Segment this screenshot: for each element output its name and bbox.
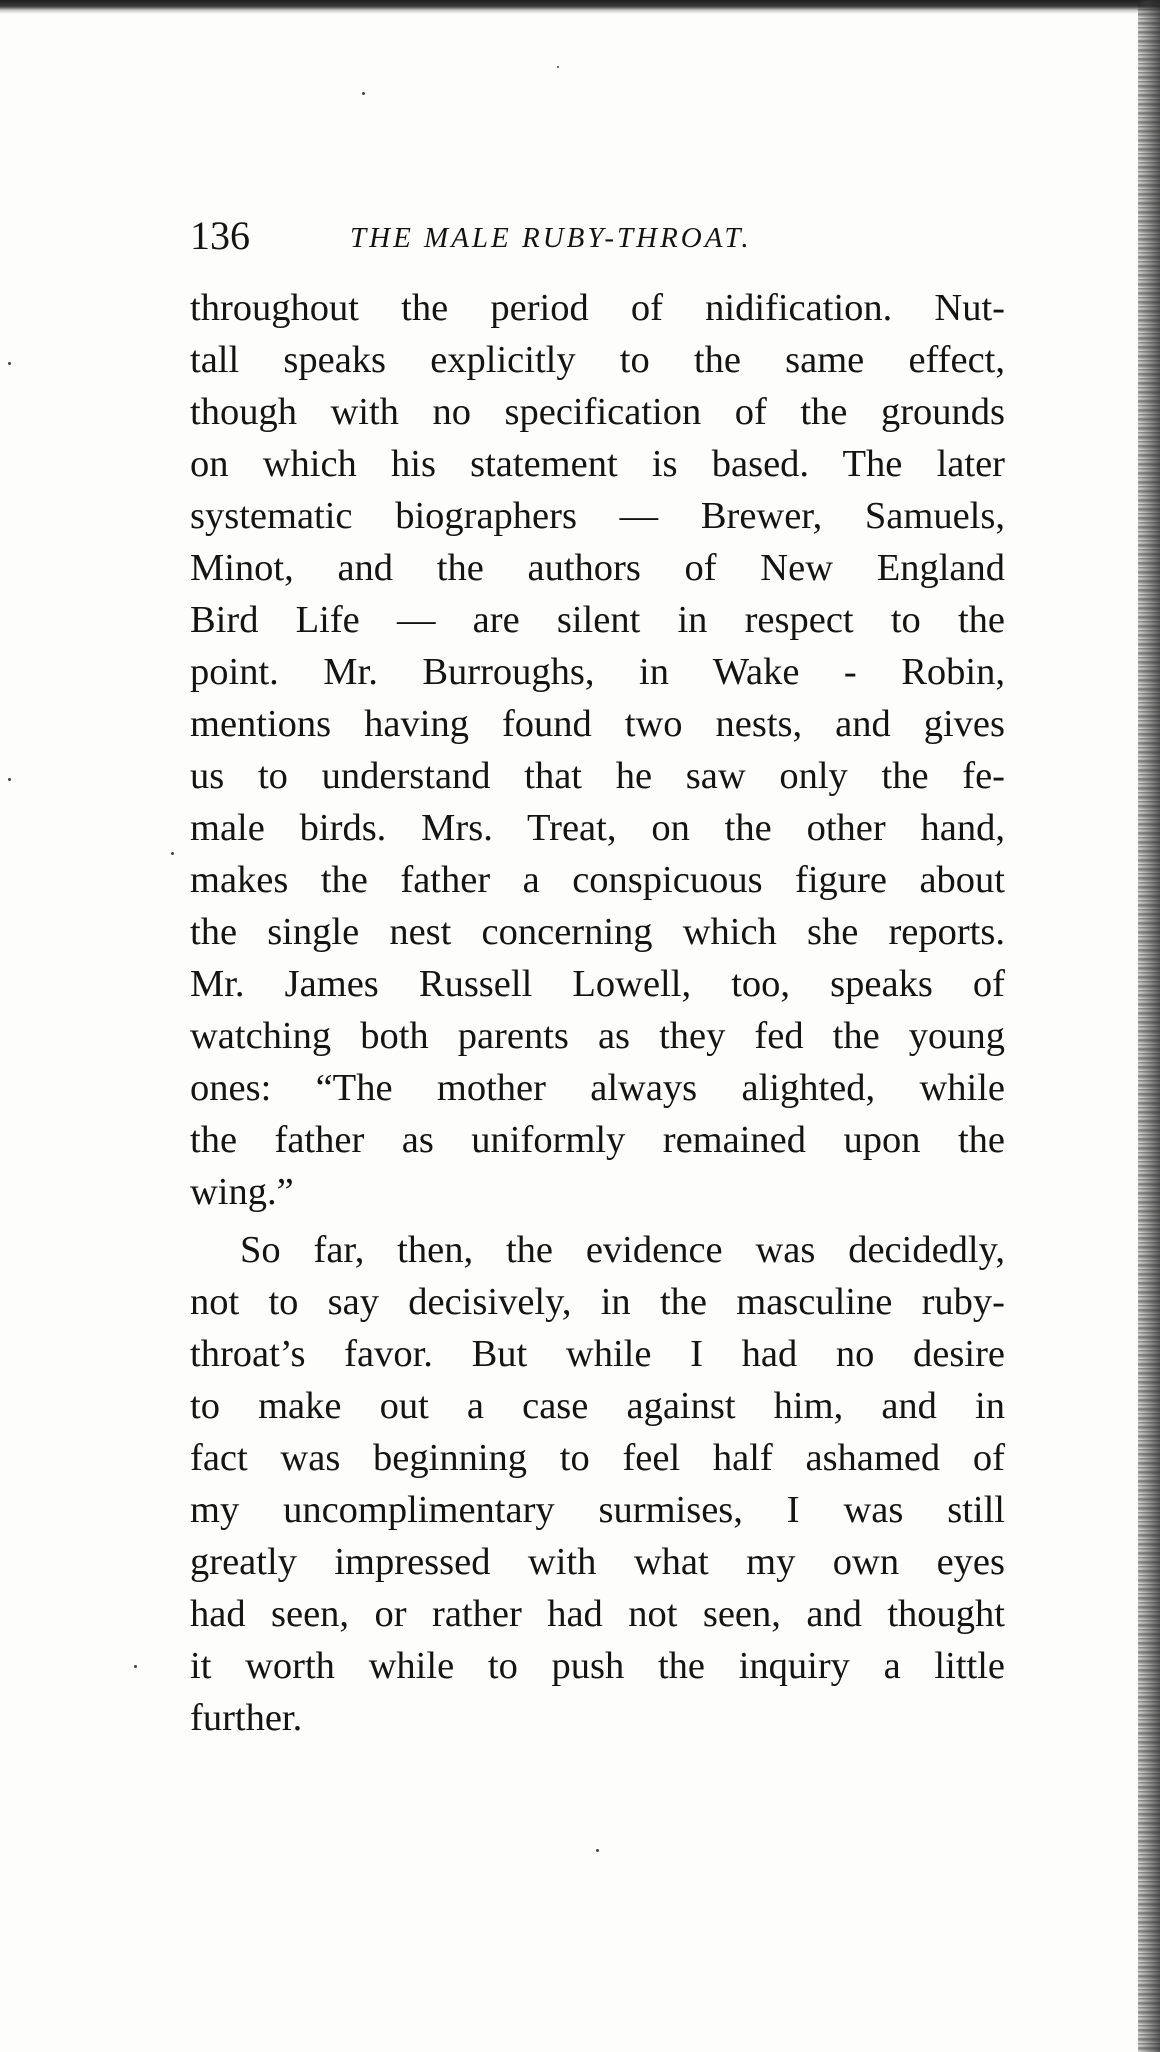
text-line: Mr. James Russell Lowell, too, speaks of	[190, 963, 1005, 1005]
text-line: mentions having found two nests, and gives	[190, 703, 1005, 745]
scan-speck	[362, 92, 365, 95]
text-line: to make out a case against him, and in	[190, 1385, 1005, 1427]
text-line: though with no specification of the grounds	[190, 391, 1005, 433]
text-line: my uncomplimentary surmises, I was still	[190, 1489, 1005, 1531]
scan-speck	[557, 66, 559, 68]
text-line: point. Mr. Burroughs, in Wake - Robin,	[190, 651, 1005, 693]
text-line: wing.”	[190, 1171, 294, 1213]
text-line: systematic biographers — Brewer, Samuels,	[190, 495, 1005, 537]
text-line: watching both parents as they fed the young	[190, 1015, 1005, 1057]
scan-speck	[134, 1665, 137, 1668]
text-line: the single nest concerning which she reports.	[190, 911, 1005, 953]
text-line: male birds. Mrs. Treat, on the other hand,	[190, 807, 1005, 849]
text-line: the father as uniformly remained upon the	[190, 1119, 1005, 1161]
page-header	[190, 208, 1010, 264]
text-line: throat’s favor. But while I had no desire	[190, 1333, 1005, 1375]
text-line: us to understand that he saw only the fe-	[190, 755, 1005, 797]
text-line: Bird Life — are silent in respect to the	[190, 599, 1005, 641]
scan-speck	[171, 852, 174, 855]
scan-speck	[8, 362, 11, 365]
scan-speck	[596, 1849, 599, 1852]
page-top-edge-shadow	[0, 0, 1160, 14]
text-line: it worth while to push the inquiry a little	[190, 1645, 1005, 1687]
text-line: ones: “The mother always alighted, while	[190, 1067, 1005, 1109]
paragraph	[190, 1224, 1005, 1744]
page-right-edge-binding	[1138, 0, 1160, 2052]
text-line: had seen, or rather had not seen, and thought	[190, 1593, 1005, 1635]
text-line: Minot, and the authors of New England	[190, 547, 1005, 589]
text-line: throughout the period of nidification. Nut-	[190, 287, 1005, 329]
text-line: further.	[190, 1697, 303, 1739]
text-line: not to say decisively, in the masculine ruby-	[190, 1281, 1005, 1323]
text-line: on which his statement is based. The later	[190, 443, 1005, 485]
body-text	[190, 282, 1005, 1744]
scan-speck	[8, 778, 11, 781]
text-line: So far, then, the evidence was decidedly,	[240, 1229, 1005, 1271]
text-line: tall speaks explicitly to the same effect,	[190, 339, 1005, 381]
paragraph	[190, 282, 1005, 1218]
text-line: makes the father a conspicuous figure about	[190, 859, 1005, 901]
page-number: 136	[190, 213, 250, 258]
text-line: greatly impressed with what my own eyes	[190, 1541, 1005, 1583]
text-line: fact was beginning to feel half ashamed of	[190, 1437, 1005, 1479]
running-title: THE MALE RUBY-THROAT.	[350, 222, 752, 254]
